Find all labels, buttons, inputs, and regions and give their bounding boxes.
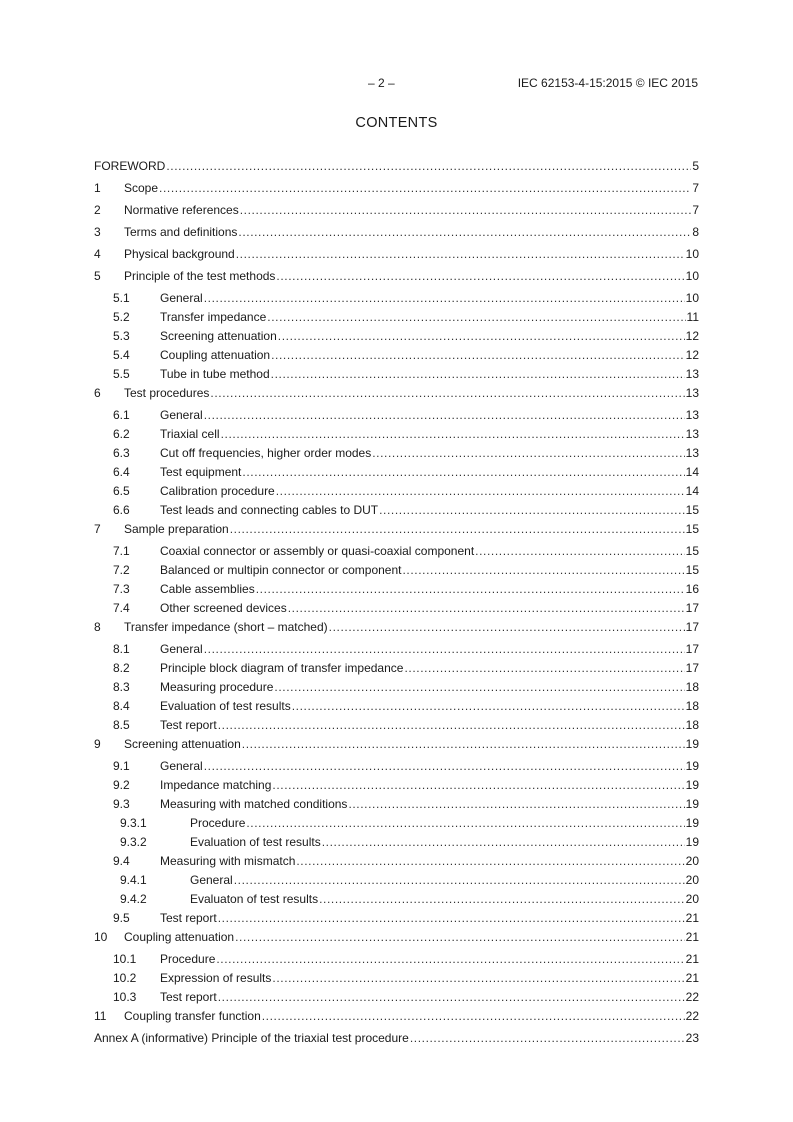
toc-entry-page: 17: [685, 601, 699, 615]
toc-dot-leader: [319, 890, 685, 909]
toc-entry-leader-line: [190, 814, 699, 833]
toc-entry-title: Balanced or multipin connector or component: [160, 563, 402, 577]
toc-entry-leader-line: [124, 618, 699, 637]
toc-entry-leader-line: [124, 223, 699, 242]
toc-entry-leader-line: [160, 599, 699, 618]
toc-entry-number: 10.3: [113, 990, 137, 1004]
toc-entry-leader-line: [160, 640, 699, 659]
toc-entry[interactable]: [94, 716, 699, 735]
toc-entry-title: Physical background: [124, 247, 235, 261]
toc-entry-number: 5.1: [113, 291, 130, 305]
toc-entry-leader-line: [160, 365, 699, 384]
toc-entry-leader-line: [124, 179, 699, 198]
toc-dot-leader: [218, 909, 685, 928]
toc-entry-title: Calibration procedure: [160, 484, 275, 498]
toc-dot-leader: [410, 1029, 685, 1048]
table-of-contents: [94, 157, 699, 1048]
toc-entry-number: 7.4: [113, 601, 130, 615]
toc-entry-title: General: [160, 408, 203, 422]
toc-entry-page: 17: [685, 620, 699, 634]
toc-entry-number: 10.2: [113, 971, 137, 985]
toc-entry-title: Transfer impedance (short – matched): [124, 620, 328, 634]
toc-entry-leader-line: [94, 157, 699, 176]
toc-entry-page: 21: [685, 911, 699, 925]
toc-dot-leader: [204, 757, 685, 776]
toc-entry-page: 20: [685, 873, 699, 887]
toc-entry[interactable]: [94, 580, 699, 599]
toc-entry-title: Evaluation of test results: [190, 835, 321, 849]
toc-entry-number: 9.4.2: [120, 892, 147, 906]
toc-entry-number: 10.1: [113, 952, 137, 966]
toc-entry-leader-line: [124, 267, 699, 286]
toc-entry-number: 6.2: [113, 427, 130, 441]
toc-entry-page: 13: [685, 446, 699, 460]
toc-entry[interactable]: [94, 365, 699, 384]
toc-dot-leader: [262, 1007, 685, 1026]
toc-entry-page: 18: [685, 718, 699, 732]
toc-entry-leader-line: [160, 678, 699, 697]
toc-entry-title: Expression of results: [160, 971, 272, 985]
toc-dot-leader: [272, 969, 684, 988]
toc-entry[interactable]: [94, 678, 699, 697]
toc-entry-number: 8.5: [113, 718, 130, 732]
toc-entry-title: Cut off frequencies, higher order modes: [160, 446, 372, 460]
toc-entry-leader-line: [160, 308, 699, 327]
toc-entry-title: General: [160, 759, 203, 773]
toc-entry-leader-line: [160, 909, 699, 928]
toc-entry[interactable]: [94, 1007, 699, 1026]
toc-dot-leader: [210, 384, 684, 403]
toc-entry-number: 9.3.1: [120, 816, 147, 830]
toc-entry-leader-line: [124, 735, 699, 754]
toc-entry-number: 6.5: [113, 484, 130, 498]
toc-entry-leader-line: [160, 697, 699, 716]
toc-entry[interactable]: [94, 384, 699, 403]
toc-entry-leader-line: [160, 463, 699, 482]
toc-entry-page: 14: [685, 465, 699, 479]
toc-entry-page: 13: [685, 408, 699, 422]
toc-entry-title: Triaxial cell: [160, 427, 220, 441]
toc-entry-leader-line: [160, 795, 699, 814]
toc-entry[interactable]: [94, 757, 699, 776]
toc-entry-page: 20: [685, 854, 699, 868]
toc-entry[interactable]: [94, 890, 699, 909]
toc-entry-page: 10: [685, 247, 699, 261]
toc-entry-page: 22: [685, 990, 699, 1004]
toc-entry-page: 10: [685, 269, 699, 283]
toc-entry-number: 8.3: [113, 680, 130, 694]
toc-entry-number: 5.2: [113, 310, 130, 324]
toc-entry-title: Test procedures: [124, 386, 210, 400]
toc-entry[interactable]: [94, 179, 699, 198]
toc-entry-title: Annex A (informative) Principle of the triaxial test procedure: [94, 1031, 409, 1045]
toc-entry-page: 15: [685, 563, 699, 577]
toc-entry[interactable]: [94, 346, 699, 365]
toc-entry-title: Procedure: [190, 816, 246, 830]
toc-entry-title: Test report: [160, 911, 217, 925]
toc-entry-leader-line: [160, 406, 699, 425]
toc-entry-number: 8: [94, 620, 101, 634]
toc-entry-page: 19: [685, 759, 699, 773]
toc-entry-title: Procedure: [160, 952, 216, 966]
toc-entry-leader-line: [160, 561, 699, 580]
toc-entry[interactable]: [94, 795, 699, 814]
toc-entry[interactable]: [94, 289, 699, 308]
toc-entry-title: Tube in tube method: [160, 367, 270, 381]
toc-entry-number: 7: [94, 522, 101, 536]
toc-entry-page: 12: [685, 329, 699, 343]
toc-entry-title: General: [160, 291, 203, 305]
toc-entry-number: 7.2: [113, 563, 130, 577]
toc-entry-title: Coupling attenuation: [124, 930, 235, 944]
toc-dot-leader: [256, 580, 685, 599]
toc-entry-leader-line: [160, 659, 699, 678]
toc-entry-title: Evaluaton of test results: [190, 892, 319, 906]
toc-entry[interactable]: [94, 157, 699, 176]
toc-entry[interactable]: [94, 267, 699, 286]
toc-entry-number: 8.1: [113, 642, 130, 656]
toc-entry-number: 3: [94, 225, 101, 239]
toc-entry[interactable]: [94, 969, 699, 988]
toc-entry[interactable]: [94, 988, 699, 1007]
toc-dot-leader: [221, 425, 685, 444]
toc-dot-leader: [246, 814, 684, 833]
toc-dot-leader: [166, 157, 691, 176]
toc-entry-number: 10: [94, 930, 108, 944]
toc-entry-title: Transfer impedance: [160, 310, 267, 324]
toc-entry-page: 15: [685, 544, 699, 558]
toc-entry-leader-line: [124, 928, 699, 947]
toc-entry[interactable]: [94, 909, 699, 928]
toc-entry-title: Coupling attenuation: [160, 348, 271, 362]
toc-entry-page: 7: [692, 181, 699, 195]
toc-entry-title: Test report: [160, 990, 217, 1004]
toc-entry[interactable]: [94, 406, 699, 425]
toc-dot-leader: [348, 795, 684, 814]
toc-entry-number: 7.3: [113, 582, 130, 596]
toc-entry-number: 9.1: [113, 759, 130, 773]
toc-dot-leader: [329, 618, 685, 637]
toc-entry-leader-line: [160, 580, 699, 599]
toc-dot-leader: [230, 520, 685, 539]
toc-entry-title: Scope: [124, 181, 159, 195]
toc-entry[interactable]: [94, 201, 699, 220]
toc-dot-leader: [216, 950, 684, 969]
toc-dot-leader: [204, 406, 685, 425]
toc-entry-page: 18: [685, 699, 699, 713]
toc-entry-title: Measuring with mismatch: [160, 854, 296, 868]
toc-dot-leader: [242, 735, 685, 754]
toc-entry-page: 15: [685, 503, 699, 517]
toc-entry-title: Test leads and connecting cables to DUT: [160, 503, 379, 517]
toc-entry[interactable]: [94, 697, 699, 716]
toc-dot-leader: [276, 267, 684, 286]
toc-entry-number: 6.1: [113, 408, 130, 422]
toc-entry-leader-line: [160, 776, 699, 795]
toc-entry-number: 9.4.1: [120, 873, 147, 887]
toc-entry[interactable]: [94, 327, 699, 346]
toc-dot-leader: [322, 833, 685, 852]
toc-entry-number: 7.1: [113, 544, 130, 558]
toc-entry-leader-line: [160, 425, 699, 444]
toc-entry[interactable]: [94, 833, 699, 852]
toc-dot-leader: [272, 776, 684, 795]
toc-entry[interactable]: [94, 482, 699, 501]
toc-entry-page: 15: [685, 522, 699, 536]
toc-entry[interactable]: [94, 245, 699, 264]
toc-entry-title: Coupling transfer function: [124, 1009, 261, 1023]
toc-entry-page: 21: [685, 952, 699, 966]
toc-entry-title: Coaxial connector or assembly or quasi-coaxial component: [160, 544, 475, 558]
toc-dot-leader: [274, 678, 684, 697]
toc-entry-page: 21: [685, 971, 699, 985]
toc-entry-leader-line: [160, 716, 699, 735]
toc-entry-leader-line: [160, 444, 699, 463]
toc-dot-leader: [292, 697, 685, 716]
toc-entry-title: Evaluation of test results: [160, 699, 291, 713]
toc-entry-number: 5.3: [113, 329, 130, 343]
toc-entry-leader-line: [160, 757, 699, 776]
toc-entry[interactable]: [94, 561, 699, 580]
toc-entry[interactable]: [94, 223, 699, 242]
toc-entry-leader-line: [160, 346, 699, 365]
toc-entry-title: Screening attenuation: [160, 329, 277, 343]
toc-entry-page: 11: [686, 310, 699, 324]
toc-entry-leader-line: [124, 1007, 699, 1026]
toc-entry-number: 6: [94, 386, 101, 400]
toc-entry[interactable]: [94, 618, 699, 637]
toc-entry-page: 12: [685, 348, 699, 362]
toc-entry-leader-line: [160, 950, 699, 969]
toc-entry[interactable]: [94, 542, 699, 561]
toc-entry-page: 19: [685, 778, 699, 792]
toc-dot-leader: [218, 988, 685, 1007]
toc-entry-page: 13: [685, 367, 699, 381]
toc-entry-leader-line: [94, 1029, 699, 1048]
toc-entry-title: Principle block diagram of transfer impedance: [160, 661, 404, 675]
toc-dot-leader: [267, 308, 685, 327]
toc-entry-title: Screening attenuation: [124, 737, 241, 751]
toc-entry-leader-line: [190, 890, 699, 909]
toc-dot-leader: [278, 327, 685, 346]
toc-entry-number: 6.6: [113, 503, 130, 517]
toc-dot-leader: [475, 542, 684, 561]
toc-dot-leader: [288, 599, 685, 618]
toc-entry[interactable]: [94, 852, 699, 871]
toc-entry-leader-line: [160, 482, 699, 501]
toc-entry-leader-line: [160, 852, 699, 871]
toc-entry-page: 17: [685, 642, 699, 656]
toc-entry-leader-line: [160, 988, 699, 1007]
toc-dot-leader: [235, 928, 685, 947]
toc-entry[interactable]: [94, 871, 699, 890]
toc-entry-page: 18: [685, 680, 699, 694]
toc-entry-number: 6.4: [113, 465, 130, 479]
toc-entry[interactable]: [94, 814, 699, 833]
toc-entry-page: 5: [692, 159, 699, 173]
toc-entry-number: 8.4: [113, 699, 130, 713]
toc-entry[interactable]: [94, 463, 699, 482]
toc-entry-leader-line: [160, 327, 699, 346]
toc-entry-title: Terms and definitions: [124, 225, 238, 239]
toc-dot-leader: [159, 179, 691, 198]
toc-entry[interactable]: [94, 501, 699, 520]
toc-entry[interactable]: [94, 928, 699, 947]
toc-entry-leader-line: [160, 969, 699, 988]
toc-entry-number: 4: [94, 247, 101, 261]
toc-entry-leader-line: [124, 520, 699, 539]
toc-entry-number: 9.5: [113, 911, 130, 925]
toc-dot-leader: [404, 659, 684, 678]
toc-entry-page: 23: [685, 1031, 699, 1045]
toc-entry-page: 10: [685, 291, 699, 305]
toc-entry-leader-line: [190, 871, 699, 890]
toc-entry-number: 9.3: [113, 797, 130, 811]
toc-entry-number: 8.2: [113, 661, 130, 675]
toc-entry-leader-line: [160, 501, 699, 520]
toc-entry-title: General: [160, 642, 203, 656]
toc-entry[interactable]: [94, 950, 699, 969]
toc-entry-number: 5: [94, 269, 101, 283]
toc-entry-title: Measuring procedure: [160, 680, 274, 694]
toc-dot-leader: [402, 561, 684, 580]
toc-entry-leader-line: [160, 542, 699, 561]
toc-entry[interactable]: [94, 425, 699, 444]
toc-entry[interactable]: [94, 640, 699, 659]
toc-dot-leader: [240, 201, 692, 220]
toc-dot-leader: [276, 482, 685, 501]
toc-entry-page: 17: [685, 661, 699, 675]
toc-entry-number: 5.5: [113, 367, 130, 381]
toc-entry-page: 16: [685, 582, 699, 596]
toc-entry-number: 2: [94, 203, 101, 217]
toc-entry-title: Test equipment: [160, 465, 242, 479]
toc-entry[interactable]: [94, 1029, 699, 1048]
toc-entry-page: 13: [685, 386, 699, 400]
toc-entry-number: 5.4: [113, 348, 130, 362]
toc-entry-page: 20: [685, 892, 699, 906]
toc-entry-number: 9.4: [113, 854, 130, 868]
toc-entry[interactable]: [94, 520, 699, 539]
toc-entry-title: General: [190, 873, 233, 887]
toc-entry-leader-line: [124, 384, 699, 403]
toc-entry-page: 19: [685, 797, 699, 811]
toc-entry-page: 14: [685, 484, 699, 498]
toc-entry[interactable]: [94, 599, 699, 618]
toc-dot-leader: [234, 871, 685, 890]
toc-dot-leader: [296, 852, 684, 871]
toc-entry-number: 9.2: [113, 778, 130, 792]
toc-entry-number: 6.3: [113, 446, 130, 460]
toc-entry-title: Sample preparation: [124, 522, 229, 536]
toc-entry-number: 9: [94, 737, 101, 751]
toc-entry-title: Cable assemblies: [160, 582, 255, 596]
toc-entry-number: 9.3.2: [120, 835, 147, 849]
toc-dot-leader: [238, 223, 691, 242]
toc-entry-title: Measuring with matched conditions: [160, 797, 348, 811]
toc-dot-leader: [236, 245, 685, 264]
toc-entry-leader-line: [190, 833, 699, 852]
toc-entry-page: 19: [685, 737, 699, 751]
toc-entry-title: Other screened devices: [160, 601, 287, 615]
toc-dot-leader: [242, 463, 684, 482]
toc-dot-leader: [204, 289, 685, 308]
toc-entry-page: 19: [685, 816, 699, 830]
toc-entry[interactable]: [94, 444, 699, 463]
toc-entry-title: Normative references: [124, 203, 239, 217]
toc-dot-leader: [271, 346, 685, 365]
toc-entry-page: 8: [692, 225, 699, 239]
page-number: – 2 –: [368, 76, 395, 90]
toc-entry-page: 22: [685, 1009, 699, 1023]
toc-entry[interactable]: [94, 776, 699, 795]
page-title: CONTENTS: [355, 115, 438, 131]
toc-entry-page: 13: [685, 427, 699, 441]
toc-entry-title: Principle of the test methods: [124, 269, 276, 283]
toc-entry[interactable]: [94, 308, 699, 327]
toc-entry-number: 1: [94, 181, 101, 195]
toc-dot-leader: [271, 365, 685, 384]
toc-entry-leader-line: [124, 201, 699, 220]
toc-entry-leader-line: [124, 245, 699, 264]
toc-entry-page: 21: [685, 930, 699, 944]
toc-entry[interactable]: [94, 735, 699, 754]
toc-dot-leader: [372, 444, 684, 463]
toc-entry-page: 7: [692, 203, 699, 217]
toc-entry-leader-line: [160, 289, 699, 308]
page-header: [0, 76, 793, 92]
toc-dot-leader: [204, 640, 685, 659]
toc-entry-page: 19: [685, 835, 699, 849]
toc-dot-leader: [218, 716, 685, 735]
toc-entry[interactable]: [94, 659, 699, 678]
document-id: IEC 62153-4-15:2015 © IEC 2015: [517, 76, 698, 90]
toc-entry-number: 11: [94, 1009, 107, 1023]
toc-dot-leader: [379, 501, 685, 520]
toc-entry-title: FOREWORD: [94, 159, 166, 173]
toc-entry-title: Impedance matching: [160, 778, 272, 792]
toc-entry-title: Test report: [160, 718, 217, 732]
